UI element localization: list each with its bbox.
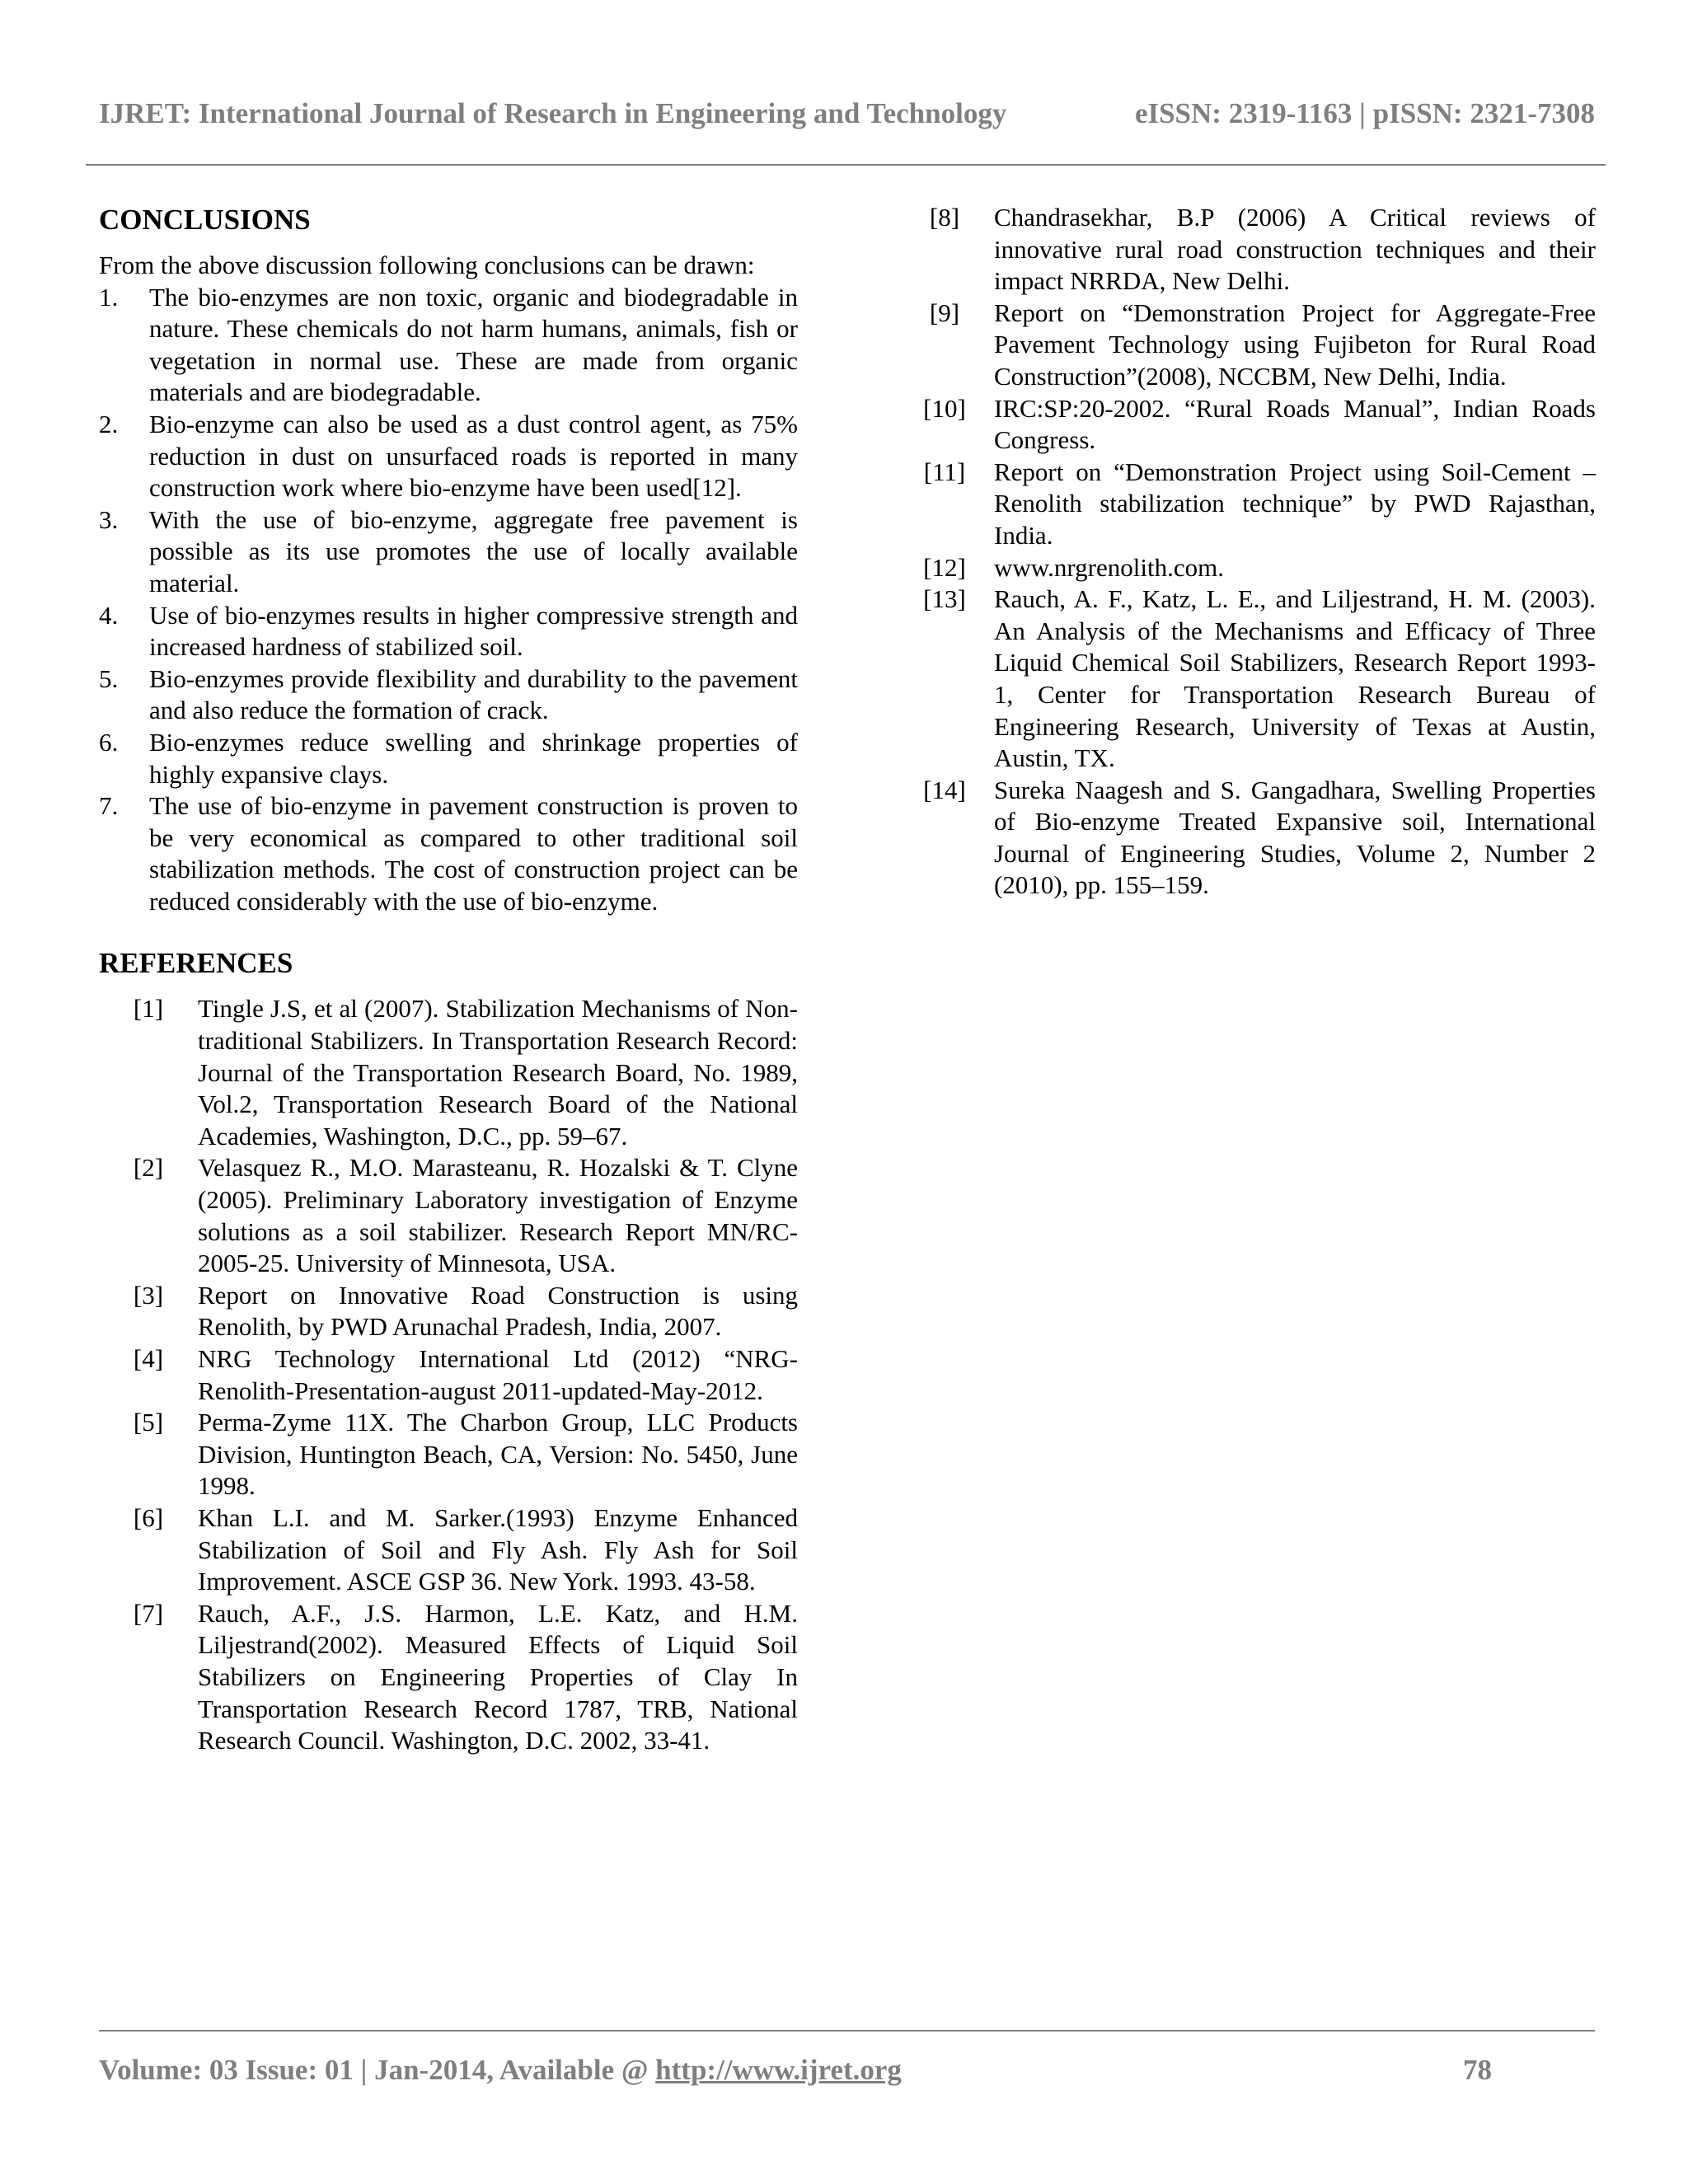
item-text: Bio-enzyme can also be used as a dust control agent, as 75% reduction in dust on unsurfaced roads is reported in many construction work where bio-enzyme have been used[12]. (149, 409, 798, 503)
reference-text: Velasquez R., M.O. Marasteanu, R. Hozalski & T. Clyne (2005). Preliminary Laboratory investigation of Enzyme solutions as a soil stabilizer. Research Report MN/RC-2005-25. University of Minnesota, USA. (198, 1153, 798, 1278)
conclusions-heading: CONCLUSIONS (99, 204, 311, 236)
reference-item (99, 993, 798, 1152)
reference-text: Perma-Zyme 11X. The Charbon Group, LLC Products Division, Huntington Beach, CA, Version: No. 5450, June 1998. (198, 1408, 798, 1501)
reference-text: Rauch, A.F., J.S. Harmon, L.E. Katz, and H.M. Liljestrand(2002). Measured Effects of Liquid Soil Stabilizers on Engineering Properties of Clay In Transportation Research Record 1787, TRB, National Research Council. Washington, D.C. 2002, 33-41. (198, 1598, 798, 1755)
left-column (99, 202, 798, 1757)
item-text: Bio-enzymes provide flexibility and durability to the pavement and also reduce the formation of crack. (149, 663, 798, 725)
conclusions-intro: From the above discussion following conclusions can be drawn: (99, 251, 755, 279)
journal-title: IJRET: International Journal of Research in Engineering and Technology (99, 97, 1007, 129)
item-text: With the use of bio-enzyme, aggregate free pavement is possible as its use promotes the use of locally available material. (149, 504, 798, 598)
reference-item (99, 1343, 798, 1407)
item-text: The bio-enzymes are non toxic, organic and biodegradable in nature. These chemicals do not harm humans, animals, fish or vegetation in normal use. These are made from organic materials and are biodegradable. (149, 282, 798, 407)
reference-text: Report on “Demonstration Project using Soil-Cement – Renolith stabilization technique” by PWD Rajasthan, India. (994, 457, 1596, 550)
reference-text: Rauch, A. F., Katz, L. E., and Liljestrand, H. M. (2003). An Analysis of the Mechanisms and Efficacy of Three Liquid Chemical Soil Stabilizers, Research Report 1993-1, Center for Transportation Research Bureau of Engineering Research, University of Texas at Austin, Austin, TX. (994, 584, 1596, 773)
issn-info: eISSN: 2319-1163 | pISSN: 2321-7308 (1134, 97, 1595, 129)
page-footer (99, 2054, 1500, 2087)
reference-item (895, 775, 1596, 902)
item-text: Bio-enzymes reduce swelling and shrinkage properties of highly expansive clays. (149, 727, 798, 789)
list-item (99, 282, 798, 409)
list-item (99, 790, 798, 917)
reference-text: Khan L.I. and M. Sarker.(1993) Enzyme Enhanced Stabilization of Soil and Fly Ash. Fly Ash for Soil Improvement. ASCE GSP 36. New York. 1993. 43-58. (198, 1502, 798, 1596)
reference-label: [1] (133, 994, 164, 1024)
item-number: 5. (99, 663, 119, 693)
right-column (895, 202, 1596, 902)
reference-text: Sureka Naagesh and S. Gangadhara, Swelling Properties of Bio-enzyme Treated Expansive soil, International Journal of Engineering Studies, Volume 2, Number 2 (2010), pp. 155–159. (994, 775, 1596, 900)
item-number: 3. (99, 504, 119, 534)
reference-label: [11] (923, 457, 966, 486)
reference-item (99, 1280, 798, 1343)
reference-item (895, 202, 1596, 298)
reference-item (895, 583, 1596, 775)
references-heading: REFERENCES (99, 947, 293, 980)
reference-text: Chandrasekhar, B.P (2006) A Critical reviews of innovative rural road construction techniques and their impact NRRDA, New Delhi. (994, 203, 1596, 296)
reference-text: Tingle J.S, et al (2007). Stabilization Mechanisms of Non-traditional Stabilizers. In Transportation Research Record: Journal of the Transportation Research Board, No. 1989, Vol.2, Transportation Research Board of the National Academies, Washington, D.C., pp. 59–67. (198, 994, 798, 1151)
reference-item (99, 1152, 798, 1279)
conclusions-list (99, 282, 798, 918)
reference-label: [8] (929, 203, 960, 232)
reference-label: [3] (133, 1280, 164, 1310)
reference-label: [10] (923, 393, 966, 423)
item-text: The use of bio-enzyme in pavement construction is proven to be very economical as compared to other traditional soil stabilization methods. The cost of construction project can be reduced considerably with the use of bio-enzyme. (149, 791, 798, 916)
reference-text: Report on “Demonstration Project for Aggregate-Free Pavement Technology using Fujibeton for Rural Road Construction”(2008), NCCBM, New Delhi, India. (994, 298, 1596, 391)
item-number: 6. (99, 727, 119, 757)
reference-label: [9] (929, 298, 960, 327)
reference-item (99, 1502, 798, 1598)
list-item (99, 504, 798, 600)
reference-text: NRG Technology International Ltd (2012) “NRG-Renolith-Presentation-august 2011-updated-May-2012. (198, 1344, 798, 1405)
reference-label: [5] (133, 1408, 164, 1437)
reference-label: [13] (923, 584, 966, 614)
item-number: 4. (99, 600, 119, 630)
reference-item (895, 457, 1596, 552)
list-item (99, 727, 798, 790)
reference-label: [12] (923, 552, 966, 582)
page-header (99, 97, 1595, 130)
reference-item (895, 298, 1596, 393)
page-number: 78 (1463, 2054, 1492, 2086)
reference-item (895, 552, 1596, 584)
reference-text: IRC:SP:20-2002. “Rural Roads Manual”, Indian Roads Congress. (994, 393, 1596, 455)
list-item (99, 663, 798, 727)
item-number: 2. (99, 409, 119, 438)
header-rule (86, 164, 1606, 166)
item-number: 7. (99, 791, 119, 821)
item-number: 1. (99, 282, 119, 312)
list-item (99, 600, 798, 663)
item-text: Use of bio-enzymes results in higher compressive strength and increased hardness of stabilized soil. (149, 600, 798, 662)
reference-item (895, 393, 1596, 457)
reference-label: [7] (133, 1598, 164, 1628)
reference-item (99, 1407, 798, 1502)
reference-label: [6] (133, 1502, 164, 1532)
reference-text: www.nrgrenolith.com. (994, 552, 1224, 582)
reference-label: [14] (923, 775, 966, 804)
reference-label: [2] (133, 1153, 164, 1183)
list-item (99, 409, 798, 504)
reference-item (99, 1598, 798, 1757)
footer-rule (99, 2030, 1595, 2032)
reference-label: [4] (133, 1344, 164, 1373)
reference-text: Report on Innovative Road Construction is using Renolith, by PWD Arunachal Pradesh, India, 2007. (198, 1280, 798, 1342)
volume-info: Volume: 03 Issue: 01 | Jan-2014, Available @ (99, 2054, 656, 2086)
journal-link[interactable]: http://www.ijret.org (655, 2054, 902, 2086)
